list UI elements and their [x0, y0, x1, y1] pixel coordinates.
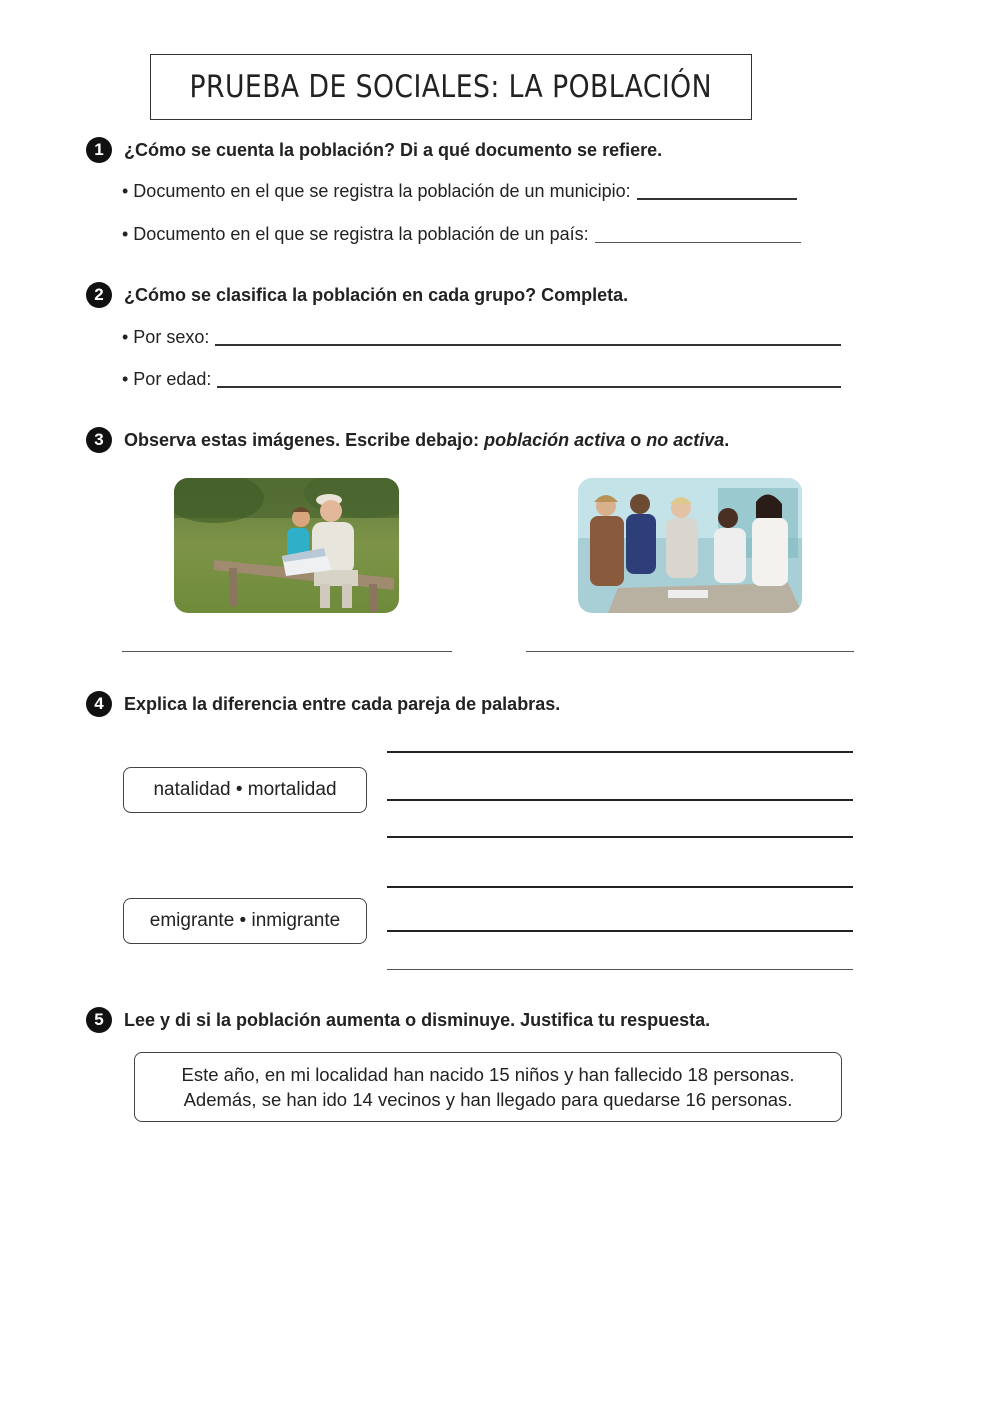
photo-workers-group — [578, 478, 802, 613]
word-pair-box-2 — [123, 898, 367, 944]
question-number-1: 1 — [86, 137, 112, 163]
passage-line-2: Además, se han ido 14 vecinos y han llegado para quedarse 16 personas. — [183, 1089, 793, 1110]
question-3 — [86, 427, 729, 453]
question-5 — [86, 1007, 710, 1033]
question-1-item-2-label: • Documento en el que se registra la población de un país: — [122, 224, 589, 244]
passage-line-1: Este año, en mi localidad han nacido 15 niños y han fallecido 18 personas. — [181, 1064, 795, 1085]
title-box — [150, 54, 752, 120]
question-5-text: Lee y di si la población aumenta o disminuye. Justifica tu respuesta. — [124, 1009, 711, 1030]
question-2-item-1-label: • Por sexo: — [122, 327, 210, 347]
answer-line-pair-1-b[interactable] — [387, 799, 853, 801]
question-number-5: 5 — [86, 1007, 112, 1033]
question-4 — [86, 691, 560, 717]
question-2-item-2-label: • Por edad: — [122, 369, 212, 389]
question-2-item-sexo — [122, 327, 841, 348]
question-3-text-before: Observa estas imágenes. Escribe debajo: — [124, 429, 485, 450]
word-pair-1: natalidad • mortalidad — [153, 779, 337, 800]
answer-line-municipio[interactable] — [637, 198, 797, 200]
question-1-text: ¿Cómo se cuenta la población? Di a qué documento se refiere. — [124, 139, 663, 160]
answer-line-photo-2[interactable] — [526, 651, 854, 652]
question-number-4: 4 — [86, 691, 112, 717]
question-2-item-edad — [122, 369, 841, 390]
word-pair-box-1 — [123, 767, 367, 813]
question-1-item-1-label: • Documento en el que se registra la población de un municipio: — [122, 181, 631, 201]
question-2 — [86, 282, 628, 308]
question-3-option-activa: población activa — [484, 429, 626, 450]
question-1-item-municipio — [122, 181, 797, 202]
page-title: PRUEBA DE SOCIALES: LA POBLACIÓN — [189, 69, 713, 105]
passage-box — [134, 1052, 842, 1122]
question-4-text: Explica la diferencia entre cada pareja de palabras. — [124, 693, 561, 714]
question-2-text: ¿Cómo se clasifica la población en cada grupo? Completa. — [124, 284, 629, 305]
photo-grandfather-child — [174, 478, 399, 613]
answer-line-edad[interactable] — [217, 386, 841, 388]
question-1-item-pais — [122, 224, 801, 245]
answer-line-pais[interactable] — [595, 242, 801, 243]
answer-line-pair-1-c[interactable] — [387, 836, 853, 838]
answer-line-pair-2-a[interactable] — [387, 886, 853, 888]
answer-line-sexo[interactable] — [215, 344, 841, 346]
answer-line-pair-2-b[interactable] — [387, 930, 853, 932]
answer-line-photo-1[interactable] — [122, 651, 452, 652]
question-1 — [86, 137, 662, 163]
answer-line-pair-1-a[interactable] — [387, 751, 853, 753]
question-3-option-no-activa: no activa — [646, 429, 725, 450]
question-number-3: 3 — [86, 427, 112, 453]
question-3-connector: o — [625, 429, 647, 450]
question-3-text-after: . — [724, 429, 730, 450]
question-number-2: 2 — [86, 282, 112, 308]
word-pair-2: emigrante • inmigrante — [149, 910, 341, 931]
question-3-text — [124, 430, 729, 451]
answer-line-pair-2-c[interactable] — [387, 969, 853, 970]
